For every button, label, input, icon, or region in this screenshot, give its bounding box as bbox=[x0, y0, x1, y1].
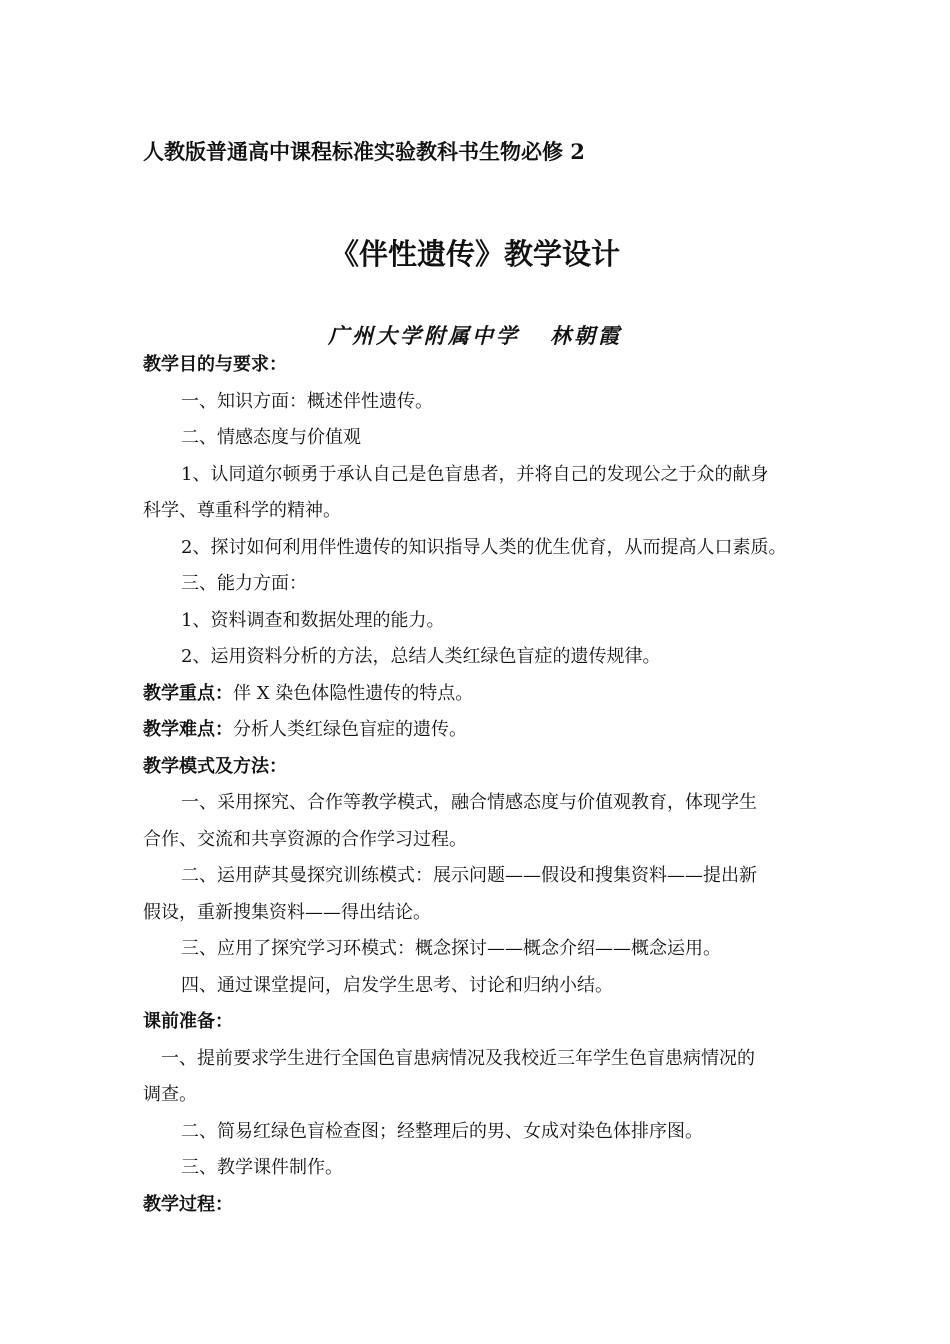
objective-emotion-2: 2、探讨如何利用伴性遗传的知识指导人类的优生优育，从而提高人口素质。 bbox=[181, 536, 787, 558]
document-body bbox=[143, 347, 823, 1223]
difficulty-label: 教学难点： bbox=[143, 719, 233, 740]
preparation-3: 三、教学课件制作。 bbox=[181, 1157, 343, 1178]
objectives-heading: 教学目的与要求： bbox=[143, 354, 287, 375]
preparation-1-cont: 调查。 bbox=[143, 1084, 197, 1105]
objective-emotion-heading: 二、情感态度与价值观 bbox=[181, 427, 361, 448]
textbook-header: 人教版普通高中课程标准实验教科书生物必修 2 bbox=[143, 139, 585, 164]
key-point-text: 伴 X 染色体隐性遗传的特点。 bbox=[233, 682, 474, 704]
difficulty-point bbox=[143, 712, 823, 749]
author-name: 林朝霞 bbox=[550, 323, 622, 348]
author-line bbox=[0, 320, 950, 350]
method-4: 四、通过课堂提问，启发学生思考、讨论和归纳小结。 bbox=[181, 974, 613, 996]
author-school: 广州大学附属中学 bbox=[328, 323, 520, 348]
preparation-heading: 课前准备： bbox=[143, 1011, 233, 1032]
objective-ability-2: 2、运用资料分析的方法，总结人类红绿色盲症的遗传规律。 bbox=[181, 646, 661, 667]
difficulty-text: 分析人类红绿色盲症的遗传。 bbox=[233, 719, 467, 740]
document-title: 《伴性遗传》教学设计 bbox=[329, 237, 620, 271]
process-heading: 教学过程： bbox=[143, 1193, 233, 1215]
preparation-2: 二、简易红绿色盲检查图；经整理后的男、女成对染色体排序图。 bbox=[181, 1120, 703, 1142]
method-2-cont: 假设，重新搜集资料——得出结论。 bbox=[143, 901, 431, 923]
key-point-label: 教学重点： bbox=[143, 682, 233, 704]
objective-emotion-1-cont: 科学、尊重科学的精神。 bbox=[143, 500, 341, 521]
objective-knowledge: 一、知识方面：概述伴性遗传。 bbox=[181, 390, 433, 412]
method-3: 三、应用了探究学习环模式：概念探讨——概念介绍——概念运用。 bbox=[181, 938, 721, 959]
objective-emotion-1: 1、认同道尔顿勇于承认自己是色盲患者，并将自己的发现公之于众的献身 bbox=[181, 463, 769, 485]
key-point bbox=[143, 676, 823, 713]
method-2: 二、运用萨其曼探究训练模式：展示问题——假设和搜集资料——提出新 bbox=[181, 865, 757, 886]
objective-ability-heading: 三、能力方面： bbox=[181, 573, 307, 594]
method-1: 一、采用探究、合作等教学模式，融合情感态度与价值观教育，体现学生 bbox=[181, 792, 757, 813]
method-1-cont: 合作、交流和共享资源的合作学习过程。 bbox=[143, 828, 467, 850]
objective-ability-1: 1、资料调查和数据处理的能力。 bbox=[181, 609, 445, 631]
methods-heading: 教学模式及方法： bbox=[143, 755, 287, 777]
preparation-1: 一、提前要求学生进行全国色盲患病情况及我校近三年学生色盲患病情况的 bbox=[161, 1047, 755, 1069]
